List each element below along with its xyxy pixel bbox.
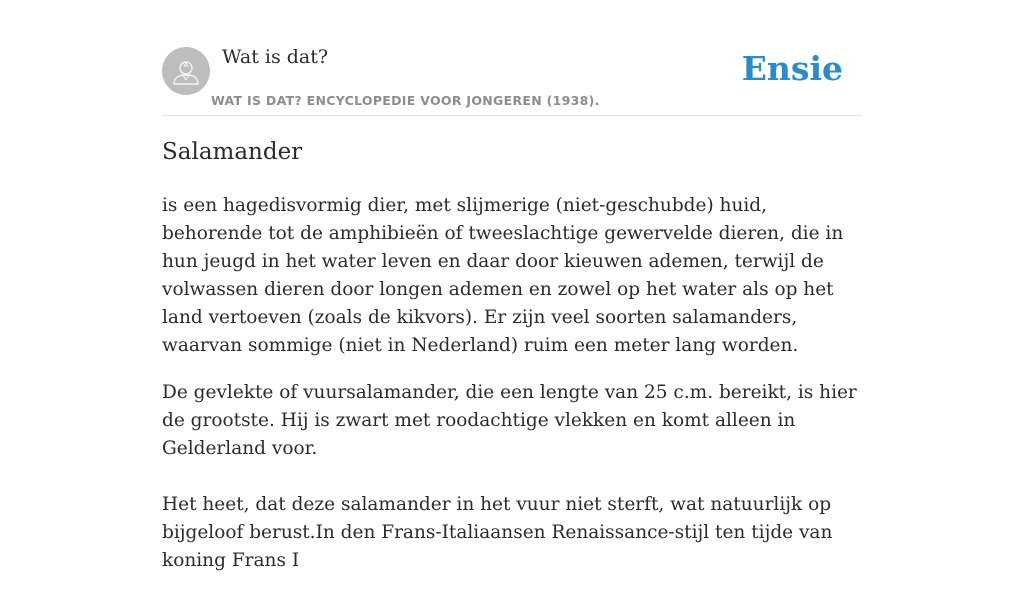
- author-name[interactable]: Wat is dat?: [222, 46, 329, 68]
- author-avatar[interactable]: [162, 47, 210, 95]
- paragraph: is een hagedisvormig dier, met slijmerige (niet-geschubde) huid, behorende tot de amphibieën of tweeslachtige gewervelde dieren, die in hun jeugd in het water leven en daar door kieuwen ademen, terwijl de volwassen dieren door longen ademen en zowel op het water als op het land vertoeven (zoals de kikvors). Er zijn veel soorten salamanders, waarvan sommige (niet in Nederland) ruim een meter lang worden.: [162, 195, 844, 356]
- user-outline-icon: [162, 47, 210, 95]
- article-header: [162, 45, 862, 116]
- article-body: [162, 192, 866, 594]
- paragraph: Het heet, dat deze salamander in het vuur niet sterft, wat natuurlijk op bijgeloof berust.In den Frans-Italiaansen Renaissance-stijl ten tijde van koning Frans I: [162, 494, 833, 571]
- paragraph: De gevlekte of vuursalamander, die een lengte van 25 c.m. bereikt, is hier de grootste. Hij is zwart met roodachtige vlekken en komt alleen in Gelderland voor.: [162, 382, 857, 459]
- article-title: Salamander: [162, 139, 303, 165]
- ensie-logo[interactable]: Ensie: [741, 49, 843, 88]
- source-label[interactable]: WAT IS DAT? ENCYCLOPEDIE VOOR JONGEREN (1938).: [211, 93, 600, 108]
